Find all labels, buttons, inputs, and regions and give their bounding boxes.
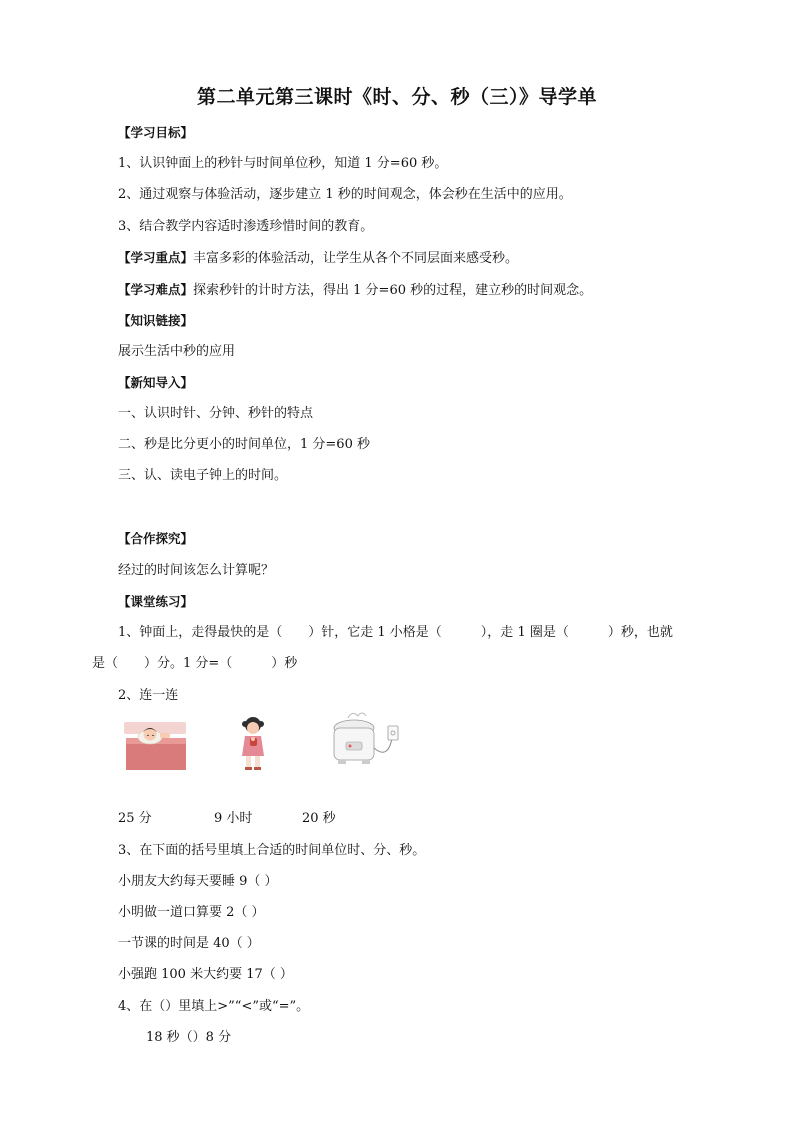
difficulty-text: 探索秒针的计时方法，得出 1 分=60 秒的过程，建立秒的时间观念。	[193, 283, 593, 298]
difficulty-heading: 【学习难点】	[118, 282, 194, 297]
objectives-heading: 【学习目标】	[118, 125, 194, 140]
page-title: 第二单元第三课时《时、分、秒（三）》导学单	[196, 86, 597, 108]
intro-item-2: 二、秒是比分更小的时间单位，1 分=60 秒	[118, 437, 370, 452]
intro-item-1: 一、认识时针、分钟、秒针的特点	[118, 406, 314, 421]
link-heading: 【知识链接】	[118, 313, 194, 328]
intro-heading: 【新知导入】	[118, 375, 194, 390]
girl-brushing-teeth-picture	[238, 714, 268, 776]
time-option-2: 9 小时	[214, 811, 253, 826]
objective-item-1: 1、认识钟面上的秒针与时间单位秒，知道 1 分=60 秒。	[118, 156, 448, 171]
matching-pictures	[118, 708, 418, 778]
key-point-row	[118, 249, 518, 268]
sleeping-child-picture	[124, 716, 188, 774]
question-3-item-1: 小朋友大约每天要睡 9（ ）	[118, 874, 278, 889]
link-text: 展示生活中秒的应用	[118, 344, 236, 359]
intro-item-3: 三、认、读电子钟上的时间。	[118, 468, 288, 483]
question-4: 4、在（）里填上>”“<”或“=”。	[118, 999, 310, 1014]
question-3: 3、在下面的括号里填上合适的时间单位时、分、秒。	[118, 843, 426, 858]
key-point-heading: 【学习重点】	[118, 250, 194, 265]
question-1-line-1: 1、钟面上，走得最快的是（ ）针，它走 1 小格是（ ），走 1 圈是（ ）秒，也就	[118, 625, 673, 640]
matching-times-row	[118, 810, 418, 828]
question-4-item: 18 秒（）8 分	[146, 1030, 232, 1045]
question-3-item-4: 小强跑 100 米大约要 17（ ）	[118, 967, 293, 982]
difficulty-row	[118, 281, 592, 300]
question-1-line-2: 是（ ）分。1 分=（ ）秒	[92, 656, 298, 671]
question-2: 2、连一连	[118, 688, 179, 703]
question-3-item-3: 一节课的时间是 40（ ）	[118, 936, 260, 951]
rice-cooker-picture	[328, 708, 408, 776]
question-3-item-2: 小明做一道口算要 2（ ）	[118, 905, 265, 920]
time-option-1: 25 分	[118, 811, 152, 826]
explore-heading: 【合作探究】	[118, 531, 194, 546]
time-option-3: 20 秒	[302, 811, 336, 826]
practice-heading: 【课堂练习】	[118, 594, 194, 609]
objective-item-3: 3、结合教学内容适时渗透珍惜时间的教育。	[118, 219, 374, 234]
objective-item-2: 2、通过观察与体验活动，逐步建立 1 秒的时间观念，体会秒在生活中的应用。	[118, 187, 572, 202]
explore-text: 经过的时间该怎么计算呢？	[118, 563, 275, 578]
key-point-text: 丰富多彩的体验活动，让学生从各个不同层面来感受秒。	[193, 251, 519, 266]
